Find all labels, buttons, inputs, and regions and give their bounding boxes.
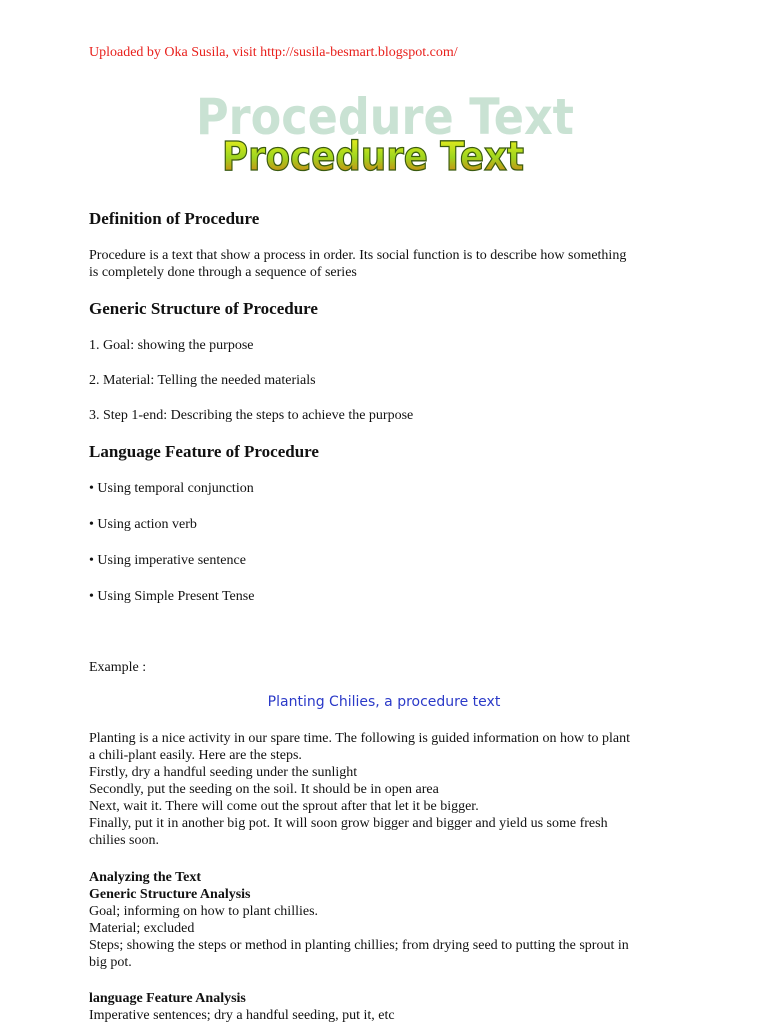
language-analysis-line: Imperative sentences; dry a handful seeding, put it, etc [89, 1008, 395, 1023]
example-line: Secondly, put the seeding on the soil. It should be in open area [89, 782, 439, 797]
definition-line-1: Procedure is a text that show a process in order. Its social function is to describe how something [89, 248, 627, 263]
language-feature-heading: Language Feature of Procedure [89, 442, 319, 461]
generic-item-goal: 1. Goal: showing the purpose [89, 338, 254, 353]
analysis-section [89, 869, 689, 971]
example-text [89, 730, 689, 849]
language-item-present-tense: • Using Simple Present Tense [89, 589, 255, 604]
definition-heading: Definition of Procedure [89, 209, 260, 228]
analysis-line: Material; excluded [89, 921, 195, 936]
language-item-temporal: • Using temporal conjunction [89, 481, 254, 496]
analysis-line: Goal; informing on how to plant chillies. [89, 904, 319, 919]
generic-item-material: 2. Material: Telling the needed materials [89, 373, 316, 388]
example-line: Next, wait it. There will come out the sprout after that let it be bigger. [89, 799, 479, 814]
generic-structure-heading: Generic Structure of Procedure [89, 299, 318, 318]
analysis-line: big pot. [89, 955, 132, 970]
definition-line-2: is completely done through a sequence of series [89, 265, 357, 280]
logo-shadow-text: Procedure Text [196, 88, 574, 146]
example-line: a chili-plant easily. Here are the steps. [89, 748, 302, 763]
language-feature-analysis-heading: language Feature Analysis [89, 991, 246, 1006]
language-item-imperative: • Using imperative sentence [89, 553, 246, 568]
example-label: Example : [89, 660, 147, 675]
example-title: Planting Chilies, a procedure text [267, 694, 501, 710]
analysis-line: Steps; showing the steps or method in planting chillies; from drying seed to putting the sprout in [89, 938, 629, 953]
language-item-action-verb: • Using action verb [89, 517, 197, 532]
example-line: chilies soon. [89, 833, 159, 848]
analysis-heading: Analyzing the Text [89, 870, 202, 885]
generic-item-steps: 3. Step 1-end: Describing the steps to achieve the purpose [89, 408, 414, 423]
generic-structure-analysis-heading: Generic Structure Analysis [89, 887, 251, 902]
logo-main-text: Procedure Text [222, 134, 524, 180]
example-line: Firstly, dry a handful seeding under the sunlight [89, 765, 358, 780]
language-analysis-section [89, 990, 689, 1024]
example-line: Planting is a nice activity in our spare time. The following is guided information on how to plant [89, 731, 630, 746]
example-line: Finally, put it in another big pot. It will soon grow bigger and bigger and yield us some fresh [89, 816, 608, 831]
procedure-text-logo [190, 84, 580, 182]
uploaded-by-note: Uploaded by Oka Susila, visit http://susila-besmart.blogspot.com/ [89, 45, 458, 60]
